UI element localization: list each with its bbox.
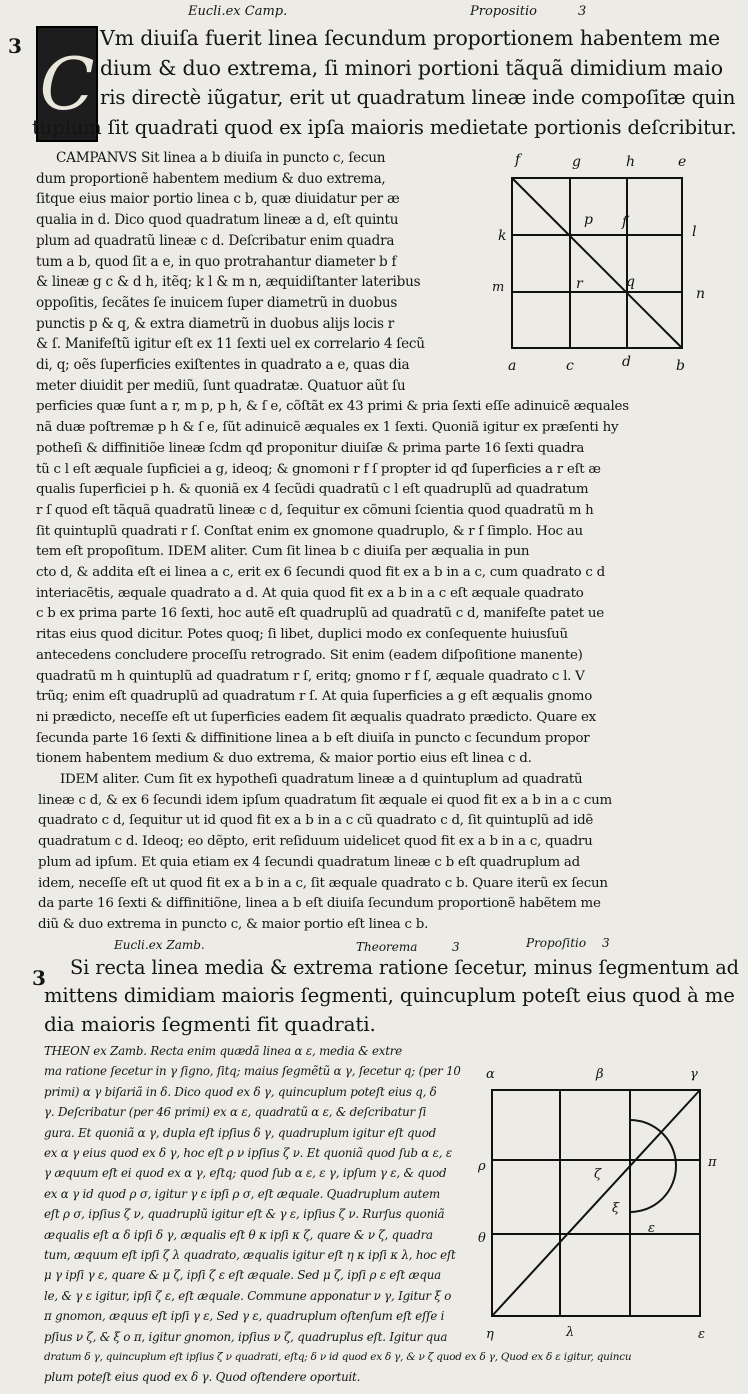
campanus-line: potheſi & diffinitiõe lineæ ſcdm qđ proponitur diuiſæ & prima parte 16 ſexti quadra (36, 440, 585, 456)
campanus-line: diũ & duo extrema in puncto c, & maior portio eſt linea c b. (38, 916, 429, 932)
campanus-line: quadratũ m h quintuplũ ad quadratum r ſ, eritq; gnomo r f ſ, æquale quadrato c l. V (36, 668, 585, 684)
label2-left-low: θ (478, 1231, 486, 1246)
theon-line: pſius ν ζ, & ξ ο π, igitur gnomon, ipſius ν ζ, quadruplus eſt. Igitur qua (44, 1329, 448, 1344)
zamb-header-middle: Theorema (356, 940, 418, 954)
campanus-line: dum proportionẽ habentem medium & duo extrema, (36, 170, 386, 187)
campanus-line: plum ad ipſum. Et quia etiam ex 4 ſecundi quadratum lineæ c b eſt quadruplum ad (38, 854, 580, 870)
campanus-line: trũq; enim eſt quadruplũ ad quadratum r ſ. At quia ſuperficies a g eſt æqualis gnomo (36, 689, 593, 705)
theon-line: ex α γ eius quod ex δ γ, hoc eſt ρ ν ipſius ζ ν. Et quoniã quod ſub α ε, ε (44, 1146, 452, 1160)
theon-line: dratum δ γ, quincuplum eſt ipſius ζ ν quadrati, eſtq; δ ν id quod ex δ γ, & ν ζ quod ex δ γ, Quod ex δ ε igitur, quincu (44, 1351, 632, 1363)
campanus-line: CAMPANVS Sit linea a b diuiſa in puncto c, ſecun (56, 150, 386, 166)
theon-line: μ γ ipſi γ ε, quare & μ ζ, ipſi ζ ε eſt æquale. Sed μ ζ, ipſi ρ ε eſt æqua (44, 1268, 441, 1283)
label2-bottom-mid: λ (566, 1325, 575, 1340)
label-c: c (566, 358, 574, 374)
theon-line: gura. Et quoniã α γ, dupla eſt ipſius δ γ, quadruplum igitur eſt quod (44, 1125, 436, 1140)
campanus-line: tum a b, quod ſit a e, in quo protrahantur diameter b f (36, 253, 397, 270)
campanus-line: plum ad quadratũ lineæ c d. Deſcribatur enim quadra (36, 232, 395, 249)
theon-line: ex α γ id quod ρ σ, igitur γ ε ipſi ρ σ, eſt æquale. Quadruplum autem (44, 1186, 440, 1201)
theon-line: THEON ex Zamb. Recta enim quædã linea α ε, media & extre (44, 1044, 402, 1058)
label-g: g (572, 154, 581, 170)
section-number: 3 (8, 34, 22, 58)
proposition-line: dium & duo extrema, ſi minori portioni tãquã dimidium maio (100, 56, 723, 80)
label-q: q (626, 274, 635, 290)
campanus-line: & lineæ g c & d h, itẽq; k l & m n, æquidiſtanter lateribus (36, 274, 421, 291)
label2-right-mid: π (708, 1155, 717, 1170)
campanus-line: lineæ c d, & ex 6 ſecundi idem ipſum quadratum ſit æquale ei quod fit ex a b in a c cum (38, 792, 613, 808)
zamb-section-number: 3 (32, 966, 46, 990)
label2-center1: ζ (594, 1167, 602, 1182)
zamb-header-middle-num: 3 (452, 940, 460, 954)
theon-line: plum poteſt eius quod ex δ γ. Quod oſtendere oportuit. (44, 1370, 361, 1385)
campanus-line: tũ c l eſt æquale ſupficiei a g, ideoq; & gnomoni r f ſ propter id qđ ſuperficies a r eſt æ (36, 461, 601, 477)
proposition-line: ris directè iũgatur, erit ut quadratum lineæ inde compoſitæ quin (100, 86, 736, 109)
campanus-line: qualis ſuperficiei p h. & quoniã ex 4 ſecũdi quadratũ c l eſt quadruplũ ad quadratum (36, 482, 589, 498)
campanus-line: IDEM aliter. Cum ſit ex hypotheſi quadratum lineæ a d quintuplum ad quadratũ (60, 772, 583, 787)
label-a: a (508, 358, 517, 374)
zamb-header-left: Eucli.ex Zamb. (114, 938, 205, 952)
campanus-line: c b ex prima parte 16 ſexti, hoc autẽ eſt quadruplũ ad quadratũ c d, manifeſte patet ue (36, 606, 604, 622)
campanus-line: & ſ. Manifeſtũ igitur eſt ex 11 ſexti uel ex correlario 4 ſecũ (36, 336, 425, 353)
label2-left-mid: ρ (478, 1159, 486, 1174)
proposition-line: Vm diuiſa fuerit linea ſecundum proportionem habentem me (100, 26, 720, 50)
diagram2-diagonal (492, 1090, 700, 1316)
proposition-line: tuplum ſit quadrati quod ex ipſa maioris medietate portionis deſcribitur. (32, 116, 737, 139)
label2-top-mid: β (596, 1067, 604, 1082)
theon-line: π gnomon, æquus eſt ipſi γ ε, Sed γ ε, quadruplum oſtenſum eſt eſſe i (44, 1309, 445, 1324)
theorem-line: dia maioris ſegmenti fit quadrati. (44, 1012, 376, 1036)
decorated-initial: C (36, 26, 98, 142)
campanus-line: cto d, & addita eſt ei linea a c, erit ex 6 ſecundi quod fit ex a b in a c, cum quadrato c d (36, 565, 605, 580)
theon-line: γ æquum eſt ei quod ex α γ, eſtq; quod ſub α ε, ε γ, ipſum γ ε, & quod (44, 1166, 447, 1181)
zamb-header-right-num: 3 (602, 936, 610, 950)
theon-line: γ. Deſcribatur (per 46 primi) ex α ε, quadratũ α ε, & deſcribatur ſi (44, 1105, 427, 1120)
running-header-right: Propositio (470, 4, 537, 19)
label-h: h (626, 154, 636, 170)
square-diagram-theon (476, 1062, 738, 1358)
label2-center3: ε (648, 1221, 655, 1236)
campanus-line: quadratum c d. Ideoq; eo dẽpto, erit reſiduum uidelicet quod fit ex a b in a c, quadru (38, 834, 593, 850)
label-m: m (492, 280, 505, 295)
campanus-line: ſit quintuplũ quadrati r ſ. Conſtat enim ex gnomone quadruplo, & r ſ ſimplo. Hoc au (36, 523, 583, 539)
campanus-line: r ſ quod eſt tãquã quadratũ lineæ c d, ſequitur ex cõmuni ſcientia quod quadratũ m h (36, 502, 594, 518)
theon-line: ma ratione ſecetur in γ ſigno, ſitq; maius ſegmẽtũ α γ, ſecetur q; (per 10 (44, 1064, 461, 1079)
campanus-line: tionem habentem medium & duo extrema, & maior portio eius eſt linea c d. (36, 751, 532, 767)
theorem-line: mittens dimidiam maioris ſegmenti, quincuplum poteſt eius quod à me (44, 984, 735, 1007)
theon-line: tum, æquum eſt ipſi ζ λ quadrato, æqualis igitur eſt η κ ipſi κ λ, hoc eſt (44, 1248, 456, 1262)
campanus-line: di, q; oẽs ſuperficies exiſtentes in quadrato a e, quas dia (36, 357, 410, 373)
campanus-line: nã duæ poſtremæ p h & ſ e, ſũt adinuicẽ æquales ex 1 ſexti. Quoniã igitur ex præſenti hy (36, 420, 619, 436)
diagram2-arc (630, 1120, 676, 1212)
label-n: n (696, 286, 706, 302)
theon-line: eſt ρ σ, ipſius ζ ν, quadruplũ igitur eſt & γ ε, ipſius ζ ν. Rurſus quoniã (44, 1207, 445, 1222)
label2-top-right: γ (690, 1067, 698, 1082)
label2-bottom-left: η (486, 1327, 494, 1342)
theon-line: le, & γ ε igitur, ipſi ζ ε, eſt æquale. Commune apponatur ν γ, Igitur ξ ο (44, 1288, 452, 1303)
campanus-line: quadrato c d, ſequitur ut id quod fit ex a b in a c cũ quadrato c d, ſit quintuplũ ad idẽ (38, 813, 594, 829)
zamb-header-right: Propoſitio (526, 936, 587, 950)
campanus-line: meter diuidit per mediũ, ſunt quadratæ. Quatuor aũt ſu (36, 377, 406, 394)
label-l: l (692, 224, 697, 240)
theorem-line: Si recta linea media & extrema ratione ſecetur, minus ſegmentum ad (70, 956, 739, 979)
running-header-left: Eucli.ex Camp. (188, 4, 288, 19)
label-b: b (676, 358, 685, 374)
label-f: f (515, 152, 521, 168)
label2-center2: ξ (612, 1201, 620, 1216)
label-d: d (622, 354, 631, 370)
diagram-diameter-bf (512, 178, 682, 348)
campanus-line: oppoſitis, ſecãtes ſe inuicem ſuper diametrũ in duobus (36, 294, 398, 311)
campanus-line: ni prædicto, neceſſe eſt ut ſuperficies eadem ſit æqualis quadrato prædicto. Quare ex (36, 709, 596, 725)
theon-line: primi) α γ biſariã in δ. Dico quod ex δ γ, quincuplum poteſt eius q, δ (44, 1084, 437, 1099)
label-r: r (576, 276, 583, 292)
campanus-line: antecedens concludere proceſſu retrogrado. Sit enim (eadem diſpoſitione manente) (36, 647, 583, 663)
campanus-line: punctis p & q, & extra diametrũ in duobus alijs locis r (36, 315, 395, 332)
running-header-number: 3 (578, 4, 587, 19)
label-e: e (678, 154, 687, 170)
campanus-line: da parte 16 ſexti & diffinitiõne, linea a b eſt diuiſa ſecundum proportionẽ habẽtem me (38, 896, 601, 912)
label2-top-left: α (486, 1067, 495, 1082)
label2-bottom-right: ε (698, 1327, 705, 1342)
theon-line: æqualis eſt α δ ipſi δ γ, æqualis eſt θ κ ipſi κ ζ, quare & ν ζ, quadra (44, 1227, 433, 1242)
campanus-line: ſitque eius maior portio linea c b, quæ diuidatur per æ (36, 191, 400, 208)
campanus-line: idem, neceſſe eſt ut quod fit ex a b in a c, ſit æquale quadrato c b. Quare iterũ ex ſecun (38, 875, 608, 891)
campanus-line: qualia in d. Dico quod quadratum lineæ a d, eſt quintu (36, 212, 399, 229)
campanus-line: tem eſt propoſitum. IDEM aliter. Cum ſit linea b c diuiſa per æqualia in pun (36, 544, 530, 560)
label-s: ſ (622, 214, 628, 230)
label-k: k (498, 228, 507, 244)
campanus-line: interiacẽtis, æquale quadrato a d. At quia quod fit ex a b in a c eſt æquale quadrato (36, 585, 584, 601)
campanus-line: perficies quæ ſunt a r, m p, p h, & ſ e, cõſtãt ex 43 primi & pria ſexti eſſe adinuicẽ æquales (36, 399, 629, 415)
label-p: p (584, 212, 593, 228)
square-diagram-campanus (500, 148, 720, 388)
campanus-line: ſecunda parte 16 ſexti & diffinitione linea a b eſt diuiſa in puncto c ſecundum propor (36, 730, 590, 746)
campanus-line: ritas eius quod dicitur. Potes quoq; ſi libet, duplici modo ex conſequente huiusſuũ (36, 627, 568, 643)
